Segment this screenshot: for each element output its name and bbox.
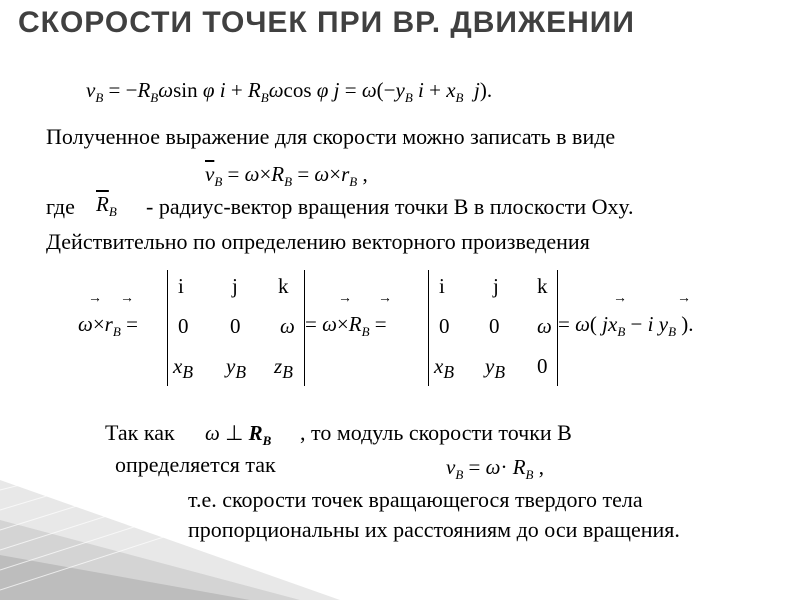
det2-cell: j: [493, 274, 499, 298]
text-line-4: , то модуль скорости точки B: [300, 420, 572, 445]
det1-cell: 0: [178, 314, 189, 338]
det2-cell: $y_B$: [485, 354, 506, 383]
det1-cell: $x_B$: [173, 354, 194, 383]
text-line-2-prefix: где: [46, 194, 75, 219]
text-line-3: Действительно по определению векторного произведения: [46, 229, 590, 254]
lhs-omega-x-r: $\omega\times r_B$ =: [78, 312, 138, 339]
text-line-7: пропорциональны их расстояниям до оси вращения.: [188, 517, 680, 542]
text-line-2: - радиус-вектор вращения точки B в плоскости Oxy.: [146, 194, 634, 219]
determinant-2: [428, 270, 558, 386]
det1-cell: ω: [280, 314, 295, 338]
det1-cell: k: [278, 274, 289, 298]
det1-cell: $z_B$: [274, 354, 293, 383]
rhs-result: = ω( $jx_B - i$ $y_B$ ).: [558, 312, 694, 339]
det2-cell: 0: [537, 354, 548, 378]
text-line-5: определяется так: [115, 452, 276, 477]
det1-cell: $y_B$: [226, 354, 247, 383]
det2-cell: $x_B$: [434, 354, 455, 383]
formula-cross-product: $\overline{v}_B = \omega\times R_B = \omega\times r_B$ ,: [205, 162, 368, 189]
text-line-1: Полученное выражение для скорости можно записать в виде: [46, 124, 616, 149]
det1-cell: 0: [230, 314, 241, 338]
arrow-i: →: [677, 291, 691, 306]
arrow-j: →: [613, 291, 627, 306]
text-line-6: т.е. скорости точек вращающегося твердого тела: [188, 487, 643, 512]
det1-cell: j: [232, 274, 238, 298]
text-line-4-prefix: Так как: [105, 420, 175, 445]
det2-cell: i: [439, 274, 445, 298]
slide-title: СКОРОСТИ ТОЧЕК ПРИ ВР. ДВИЖЕНИИ: [18, 6, 635, 39]
formula-velocity-components: $v_B = -R_B\omega\sin$ φ $i + R_B\omega\cos$ φ $j = \omega(-y_B$ $i + x_B$ j).: [86, 78, 493, 105]
formula-modulus: $v_B = \omega\cdot R_B$ ,: [446, 455, 544, 482]
det2-cell: 0: [489, 314, 500, 338]
mid-omega-x-R: = $\omega\times R_B$ =: [305, 312, 387, 339]
det2-cell: ω: [537, 314, 552, 338]
arrow-R-2: →: [378, 291, 392, 306]
arrow-r-1: →: [120, 291, 134, 306]
arrow-omega-2: →: [338, 291, 352, 306]
determinant-1: [167, 270, 305, 386]
det2-cell: k: [537, 274, 548, 298]
det1-cell: i: [178, 274, 184, 298]
det2-cell: 0: [439, 314, 450, 338]
arrow-omega-1: →: [88, 291, 102, 306]
radius-vector-symbol: $\overline{R}_B$: [96, 192, 117, 219]
formula-perpendicular: ω ⊥ $R_B$: [205, 421, 272, 448]
